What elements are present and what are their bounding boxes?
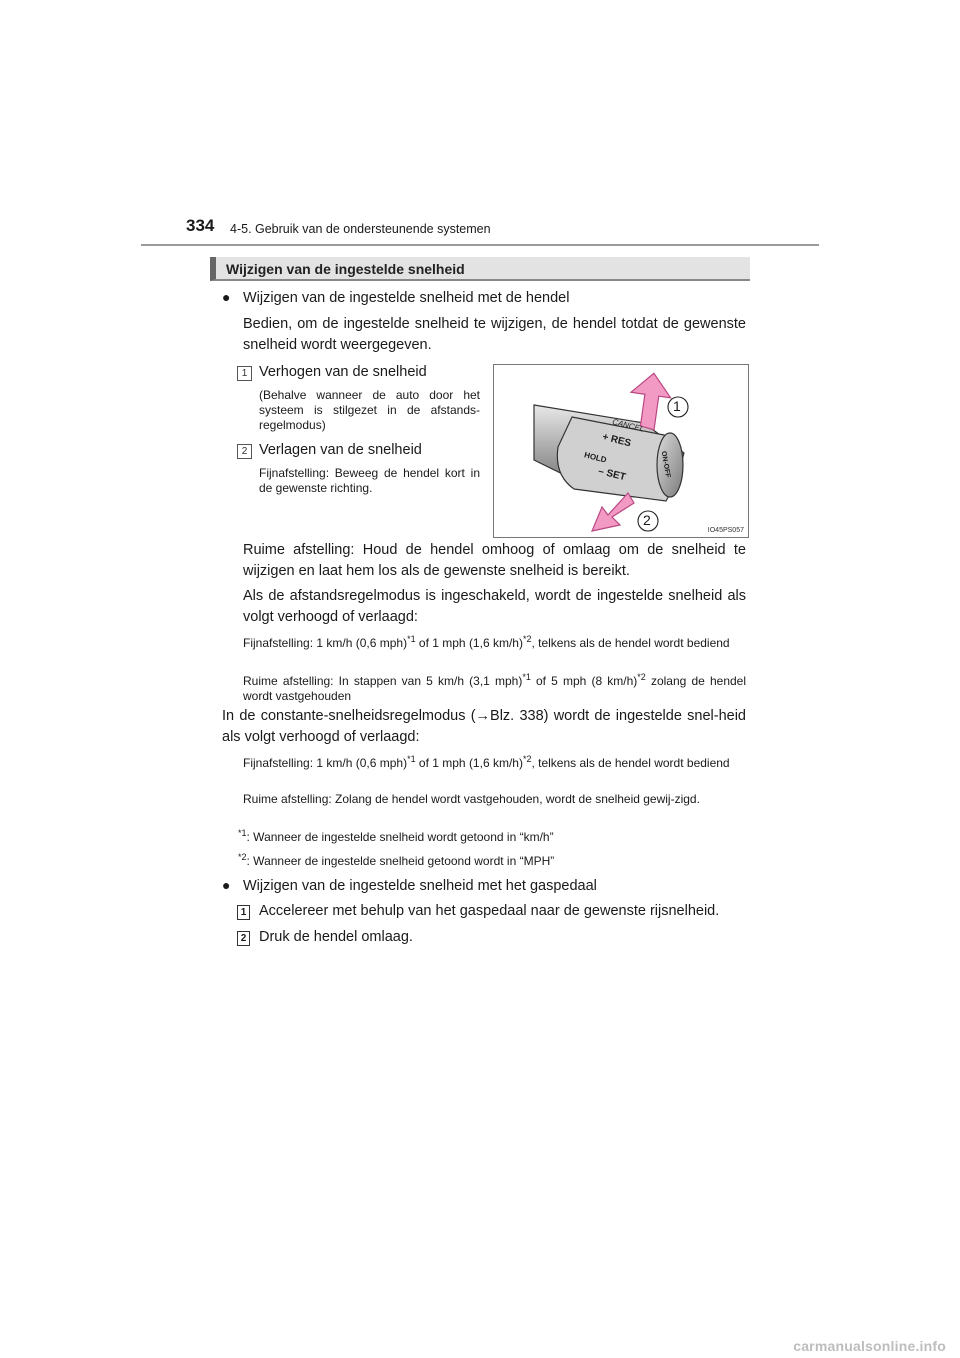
footnote-2-mark: *2 xyxy=(238,852,247,862)
page-number: 334 xyxy=(186,216,215,235)
section-title: 4-5. Gebruik van de ondersteunende systemen xyxy=(230,222,491,236)
constant-coarse-text: Ruime afstelling: Zolang de hendel wordt vastgehouden, wordt de snelheid gewij-zigd. xyxy=(243,792,700,806)
lever-figure xyxy=(493,364,749,538)
figure-code: IO45PS057 xyxy=(707,527,744,534)
sup-2: *2 xyxy=(637,672,646,682)
heading-text: Wijzigen van de ingestelde snelheid xyxy=(226,261,465,277)
label-set: – SET xyxy=(597,465,627,484)
subsection-heading xyxy=(210,257,750,281)
constant-fine-b: of 1 mph (1,6 km/h) xyxy=(415,756,523,770)
lever-illustration xyxy=(494,365,749,538)
distance-mode-text: Als de afstandsregelmodus is ingeschakeld, wordt de ingestelde snelheid als volgt verhoogd of verlaagd: xyxy=(243,588,746,625)
distance-fine-c: , telkens als de hendel wordt bediend xyxy=(531,636,730,650)
sup-1: *1 xyxy=(407,754,416,764)
constant-fine-text xyxy=(243,752,746,771)
step-1-text: Accelereer met behulp van het gaspedaal naar de gewenste rijsnelheid. xyxy=(259,903,720,919)
watermark-footer: carmanualsonline.info xyxy=(793,1338,946,1354)
item-2-marker: 2 xyxy=(237,444,252,459)
item-2-note: Fijnafstelling: Beweeg de hendel kort in de gewenste richting. xyxy=(259,466,480,495)
step-2-marker: 2 xyxy=(237,931,250,946)
distance-coarse-c: zolang de hendel wordt vastgehouden xyxy=(243,674,747,703)
footnote-1-mark: *1 xyxy=(238,828,247,838)
sup-1: *1 xyxy=(522,672,531,682)
distance-fine-b: of 1 mph (1,6 km/h) xyxy=(415,636,523,650)
down-arrow xyxy=(592,493,634,531)
footnote-1 xyxy=(238,826,554,845)
label-res: + RES xyxy=(601,431,633,450)
distance-fine-a: Fijnafstelling: 1 km/h (0,6 mph) xyxy=(243,636,408,650)
coarse-adjust-text: Ruime afstelling: Houd de hendel omhoog of omlaag om de snelheid te wijzigen en laat hem los als de gewenste snelheid is bereikt. xyxy=(243,542,746,579)
label-onoff: ON-OFF xyxy=(659,450,672,479)
item-1-note: (Behalve wanneer de auto door het systeem is stilgezet in de afstands-regelmodus) xyxy=(259,388,480,432)
bullet-2-title: Wijzigen van de ingestelde snelheid met het gaspedaal xyxy=(243,878,597,894)
step-2-text: Druk de hendel omlaag. xyxy=(259,929,413,945)
callout-1: 1 xyxy=(673,398,681,414)
step-1-marker: 1 xyxy=(237,905,250,920)
onoff-knob xyxy=(657,433,683,497)
bullet-1-intro: Bedien, om de ingestelde snelheid te wijzigen, de hendel totdat de gewenste snelheid wordt weergegeven. xyxy=(243,316,746,353)
label-cancel: CANCEL xyxy=(611,417,646,434)
distance-coarse-text xyxy=(243,670,746,704)
constant-fine-a: Fijnafstelling: 1 km/h (0,6 mph) xyxy=(243,756,408,770)
sup-1: *1 xyxy=(407,634,416,644)
distance-fine-text xyxy=(243,632,746,651)
bullet-1-title: Wijzigen van de ingestelde snelheid met de hendel xyxy=(243,290,570,306)
item-1-marker: 1 xyxy=(237,366,252,381)
bullet-icon: ● xyxy=(222,877,231,893)
label-hold: HOLD xyxy=(583,450,608,465)
distance-coarse-a: Ruime afstelling: In stappen van 5 km/h (3,1 mph) xyxy=(243,674,523,688)
bullet-icon: ● xyxy=(222,289,231,305)
footnote-2 xyxy=(238,850,554,869)
item-2-label: Verlagen van de snelheid xyxy=(259,442,422,458)
constant-mode-text: In de constante-snelheidsregelmodus (→Blz. 338) wordt de ingestelde snel-heid als volgt verhoogd of verlaagd: xyxy=(222,708,746,745)
item-1-label: Verhogen van de snelheid xyxy=(259,364,427,380)
constant-fine-c: , telkens als de hendel wordt bediend xyxy=(531,756,730,770)
footnote-2-text: : Wanneer de ingestelde snelheid getoond wordt in “MPH” xyxy=(246,854,555,868)
sup-2: *2 xyxy=(522,634,532,644)
callout-2: 2 xyxy=(643,512,651,528)
header-rule xyxy=(141,244,819,246)
footnote-1-text: : Wanneer de ingestelde snelheid wordt getoond in “km/h” xyxy=(246,830,554,844)
sup-2: *2 xyxy=(522,754,532,764)
distance-coarse-b: of 5 mph (8 km/h) xyxy=(530,674,638,688)
